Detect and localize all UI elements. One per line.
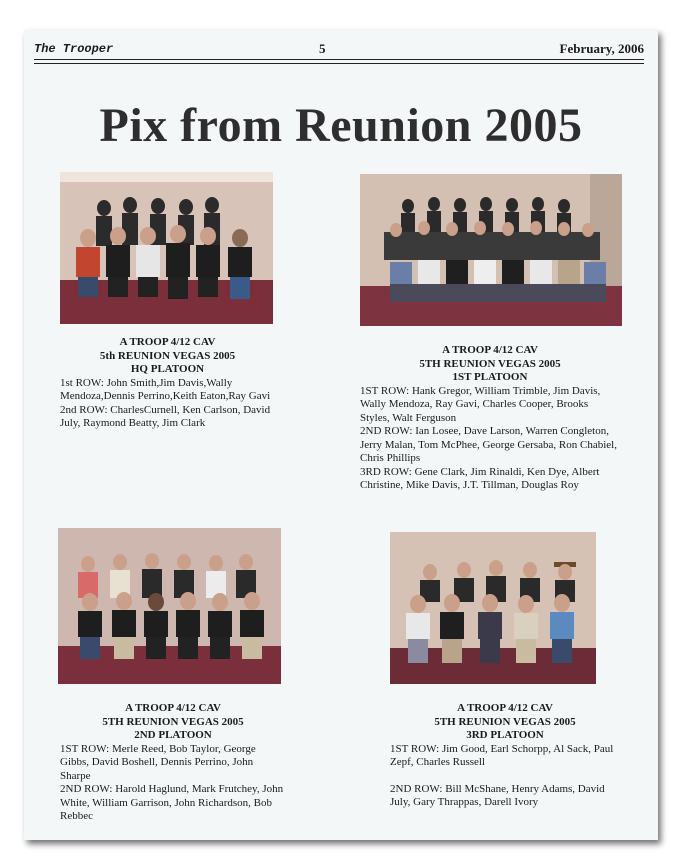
header-rule-bottom [34, 63, 644, 64]
caption-heading: 5th REUNION VEGAS 2005 [99, 349, 236, 362]
third-platoon-caption [390, 702, 620, 810]
caption-row-2: 2ND ROW: Harold Haglund, Mark Frutchey, John White, William Garrison, John Richardson, Bob Rebbec [60, 783, 284, 822]
newsletter-page [24, 30, 658, 840]
caption-heading: HQ PLATOON [130, 363, 205, 375]
caption-heading: A TROOP 4/12 CAV [442, 344, 538, 356]
newsletter-name: The Trooper [34, 42, 114, 56]
caption-heading: A TROOP 4/12 CAV [119, 336, 216, 348]
caption-heading: 5TH REUNION VEGAS 2005 [434, 715, 576, 728]
caption-spacer [390, 770, 620, 783]
caption-row-2: 2ND ROW: Bill McShane, Henry Adams, David July, Gary Thrappas, Darell Ivory [390, 782, 605, 808]
page-number: 5 [319, 41, 326, 56]
first-platoon-caption [360, 344, 620, 493]
header-rule-top [34, 59, 644, 60]
caption-row-2: 2ND ROW: Ian Losee, Dave Larson, Warren Congleton, Jerry Malan, Tom McPhee, George Gersaba, Ron Chabiel, Chris Phillips [360, 425, 617, 464]
issue-date: February, 2006 [559, 41, 644, 56]
caption-heading: A TROOP 4/12 CAV [457, 702, 553, 714]
page-header [34, 40, 644, 60]
caption-heading: 3RD PLATOON [466, 729, 544, 741]
caption-row-1: 1ST ROW: Jim Good, Earl Schorpp, Al Sack, Paul Zepf, Charles Russell [390, 742, 614, 768]
first-platoon-photo [360, 174, 622, 326]
hq-platoon-photo [60, 172, 273, 324]
caption-row-3: 3RD ROW: Gene Clark, Jim Rinaldi, Ken Dye, Albert Christine, Mike Davis, J.T. Tillman, Douglas Roy [360, 465, 600, 491]
caption-row-1: 1st ROW: John Smith,Jim Davis,Wally Mendoza,Dennis Perrino,Keith Eaton,Ray Gavi [60, 376, 271, 402]
caption-heading: 2ND PLATOON [134, 729, 212, 741]
caption-row-1: 1ST ROW: Merle Reed, Bob Taylor, George Gibbs, David Boshell, Dennis Perrino, John Sharpe [60, 742, 256, 782]
caption-row-2: 2nd ROW: CharlesCurnell, Ken Carlson, David July, Raymond Beatty, Jim Clark [60, 403, 271, 429]
caption-row-1: 1ST ROW: Hank Gregor, William Trimble, Jim Davis, Wally Mendoza, Ray Gavi, Charles Cooper, Brooks Styles, Walt Ferguson [360, 384, 601, 424]
second-platoon-photo [58, 528, 281, 684]
caption-heading: 5TH REUNION VEGAS 2005 [419, 357, 561, 370]
second-platoon-caption [60, 702, 286, 824]
page-title: Pix from Reunion 2005 [99, 99, 583, 152]
caption-heading: 5TH REUNION VEGAS 2005 [102, 715, 244, 728]
third-platoon-photo [390, 532, 596, 684]
caption-heading: 1ST PLATOON [452, 371, 528, 383]
caption-heading: A TROOP 4/12 CAV [125, 702, 221, 714]
hq-platoon-caption [60, 336, 275, 431]
